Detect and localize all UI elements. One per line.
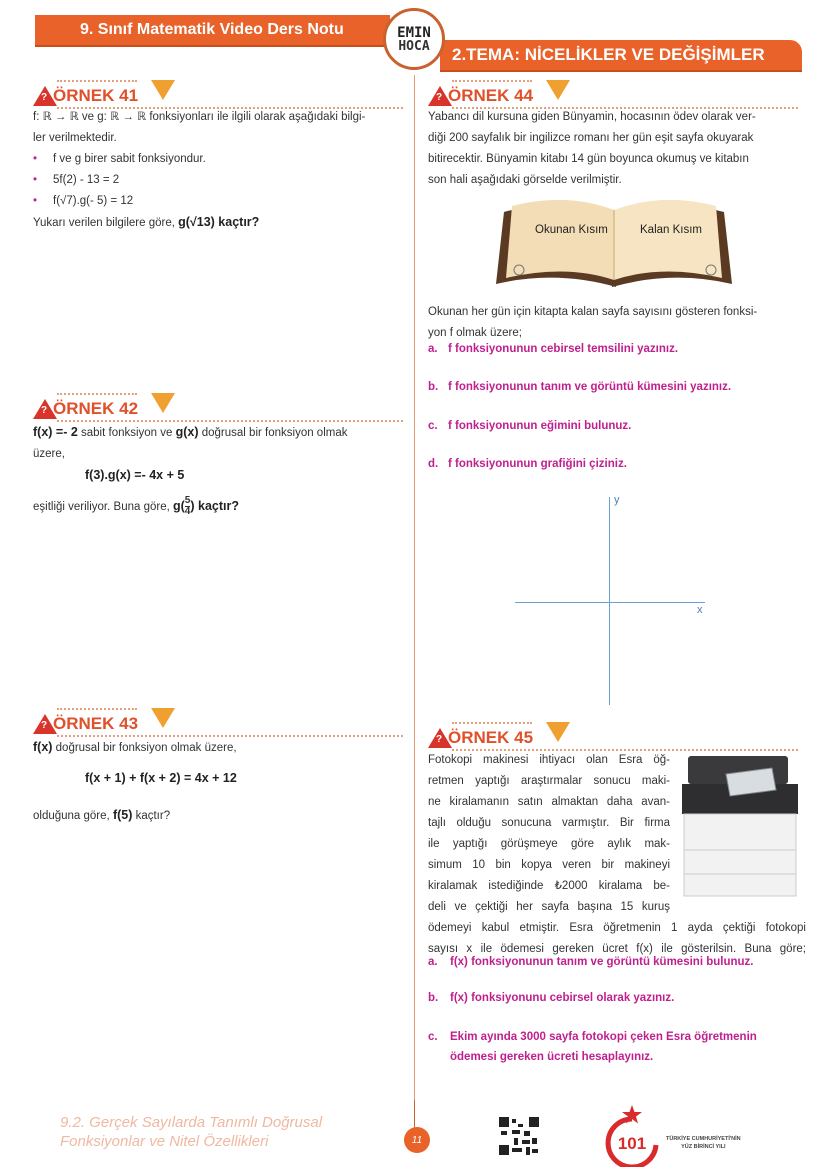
g-name: g(x) xyxy=(175,425,199,439)
question-text: eşitliği veriliyor. Buna göre, xyxy=(33,501,173,513)
ex41-bullet: • f ve g birer sabit fonksiyondur. xyxy=(33,153,206,165)
column-divider xyxy=(414,75,415,1135)
logo-bottom: HOCA xyxy=(398,38,430,54)
centennial-emblem xyxy=(600,1105,664,1167)
item-letter: a. xyxy=(428,956,438,968)
page-string xyxy=(414,1100,415,1130)
line: kiralamak istediğinde ₺2000 kiralama be- xyxy=(428,880,670,892)
example-44-header: ? ÖRNEK 44 xyxy=(428,84,798,108)
ex43-text xyxy=(33,737,405,827)
example-43-header: ? ÖRNEK 43 xyxy=(33,712,403,736)
ex45-item-c xyxy=(428,1027,757,1067)
ex44-item-c xyxy=(428,420,631,432)
example-42-header: ? ÖRNEK 42 xyxy=(33,397,403,421)
course-title: 9. Sınıf Matematik Video Ders Notu xyxy=(80,21,344,38)
info-triangle-icon xyxy=(151,708,175,728)
line: retmen yaptığı araştırmalar sonucu maki- xyxy=(428,775,670,787)
emblem-number: 101 xyxy=(617,1134,647,1153)
ex41-text xyxy=(33,107,403,234)
ex41-bullet: • 5f(2) - 13 = 2 xyxy=(33,174,120,186)
book-left-label: Okunan Kısım xyxy=(535,224,608,236)
item-letter: b. xyxy=(428,381,439,393)
f-def: f(x) =- 2 xyxy=(33,425,78,439)
bullet-text: f(√7).g(- 5) = 12 xyxy=(53,195,134,207)
item-text: Ekim ayında 3000 sayfa fotokopi çeken Esra öğretmenin xyxy=(450,1031,757,1043)
t: doğrusal bir fonksiyon olmak üzere, xyxy=(52,742,237,754)
emblem-text-1: TÜRKİYE CUMHURİYETİ'NİN xyxy=(666,1136,741,1142)
theme-title: 2.TEMA: NİCELİKLER VE DEĞİŞİMLER xyxy=(452,45,765,64)
item-text: f(x) fonksiyonunu cebirsel olarak yazınız. xyxy=(450,992,675,1004)
ex42-line2: üzere, xyxy=(33,448,65,460)
header-left-band xyxy=(35,15,390,45)
ex44-item-d xyxy=(428,458,627,470)
ex44-item-b xyxy=(428,381,731,393)
question-text: olduğuna göre, xyxy=(33,810,113,822)
item-text-2: ödemesi gereken ücreti hesaplayınız. xyxy=(450,1051,654,1063)
line: son hali aşağıdaki görselde verilmiştir. xyxy=(428,174,622,186)
ex45-text-full xyxy=(428,918,806,960)
item-text: f(x) fonksiyonunun tanım ve görüntü kümesini bulunuz. xyxy=(450,956,754,968)
open-book-image xyxy=(486,192,742,292)
ex45-item-b xyxy=(428,992,674,1004)
line: simum 10 bin kopya veren bir makineyi xyxy=(428,859,670,871)
emblem-text xyxy=(666,1135,741,1151)
header-right-band xyxy=(440,40,802,70)
item-letter: c. xyxy=(428,1031,438,1043)
t: sabit fonksiyon ve xyxy=(77,427,176,439)
question-expr: g(√13) kaçtır? xyxy=(178,215,260,229)
ex45-text xyxy=(428,750,670,918)
photocopier-image xyxy=(676,750,806,900)
x-axis-label: x xyxy=(697,604,703,616)
item-text: f fonksiyonunun grafiğini çiziniz. xyxy=(448,458,627,470)
line: ile yaptığı görüşmeye göre aylık mak- xyxy=(428,838,670,850)
frac-den: 4 xyxy=(184,506,191,518)
book-right-label: Kalan Kısım xyxy=(640,224,702,236)
example-title: ÖRNEK 45 xyxy=(448,728,534,747)
example-title: ÖRNEK 44 xyxy=(448,86,534,105)
line: ne kiralamanın satın almaktan daha avan- xyxy=(428,796,670,808)
bullet-text: f ve g birer sabit fonksiyondur. xyxy=(53,153,206,165)
item-letter: a. xyxy=(428,343,438,355)
example-title: ÖRNEK 43 xyxy=(53,714,139,733)
question-text: Yukarı verilen bilgilere göre, xyxy=(33,217,179,229)
line: Yabancı dil kursuna giden Bünyamin, hocasının ödev olarak ver- xyxy=(428,111,756,123)
footer-topic xyxy=(60,1113,322,1151)
ex45-item-a xyxy=(428,956,753,968)
y-axis-label: y xyxy=(614,494,620,506)
example-41-header: ? ÖRNEK 41 xyxy=(33,84,403,108)
item-letter: c. xyxy=(428,420,438,432)
line: sayısı x ile ödemesi gereken ücret f(x) ile gösterilsin. Buna göre; xyxy=(428,943,806,955)
question-end: kaçtır? xyxy=(132,810,171,822)
ex41-intro-2: ler verilmektedir. xyxy=(33,132,117,144)
ex42-equation: f(3).g(x) =- 4x + 5 xyxy=(85,468,185,482)
footer-line1: 9.2. Gerçek Sayılarda Tanımlı Doğrusal xyxy=(60,1114,323,1131)
line: Okunan her gün için kitapta kalan sayfa sayısını gösteren fonksi- xyxy=(428,306,758,318)
ex43-equation: f(x + 1) + f(x + 2) = 4x + 12 xyxy=(85,771,237,785)
frac-num: 5 xyxy=(184,495,191,507)
f5: f(5) xyxy=(112,808,133,822)
page-number: 11 xyxy=(404,1127,430,1153)
item-text: f fonksiyonunun eğimini bulunuz. xyxy=(448,420,632,432)
g-open: g( xyxy=(172,499,185,513)
ex42-text xyxy=(33,422,405,518)
line: bitirecektir. Bünyamin kitabı 14 gün boyunca okumuş ve kitabın xyxy=(428,153,749,165)
ex41-question xyxy=(33,212,403,234)
example-45-header: ? ÖRNEK 45 xyxy=(428,726,798,750)
line: yon f olmak üzere; xyxy=(428,327,522,339)
emblem-text-2: YÜZ BİRİNCİ YILI xyxy=(681,1144,726,1150)
ex44-item-a xyxy=(428,343,678,355)
line: diği 200 sayfalık bir ingilizce romanı her gün eşit sayfa okuyarak xyxy=(428,132,754,144)
logo-top: EMIN xyxy=(397,24,431,41)
info-triangle-icon xyxy=(151,80,175,100)
line: tajlı olduğu sonucuna varmıştır. Bir firma xyxy=(428,817,670,829)
line: ödemeyi kabul etmiştir. Esra öğretmenin 1 ayda çektiği fotokopi xyxy=(428,922,806,934)
y-axis xyxy=(609,497,610,705)
x-axis xyxy=(515,602,705,603)
qr-code-icon[interactable] xyxy=(498,1116,540,1156)
info-triangle-icon xyxy=(546,80,570,100)
item-text: f fonksiyonunun cebirsel temsilini yazınız. xyxy=(448,343,679,355)
ex41-intro-1: f: ℝ → ℝ ve g: ℝ → ℝ fonksiyonları ile ilgili olarak aşağıdaki bilgi- xyxy=(33,111,366,123)
example-title: ÖRNEK 41 xyxy=(53,86,139,105)
example-title: ÖRNEK 42 xyxy=(53,399,139,418)
item-letter: b. xyxy=(428,992,439,1004)
ex41-bullet: • f(√7).g(- 5) = 12 xyxy=(33,195,134,207)
t: doğrusal bir fonksiyon olmak xyxy=(198,427,348,439)
line: Fotokopi makinesi ihtiyacı olan Esra öğ- xyxy=(428,754,670,766)
info-triangle-icon xyxy=(151,393,175,413)
item-text: f fonksiyonunun tanım ve görüntü kümesini yazınız. xyxy=(448,381,732,393)
line: deli ve çektiği her sayfa başına 15 kuruş xyxy=(428,901,670,913)
f-name: f(x) xyxy=(33,740,53,754)
footer-line2: Fonksiyonlar ve Nitel Özellikleri xyxy=(60,1133,269,1150)
question-end: ) kaçtır? xyxy=(190,499,239,513)
ex44-text xyxy=(428,107,806,191)
bullet-text: 5f(2) - 13 = 2 xyxy=(53,174,120,186)
item-letter: d. xyxy=(428,458,439,470)
emin-hoca-logo xyxy=(383,8,445,70)
info-triangle-icon xyxy=(546,722,570,742)
ex44-after xyxy=(428,302,806,344)
